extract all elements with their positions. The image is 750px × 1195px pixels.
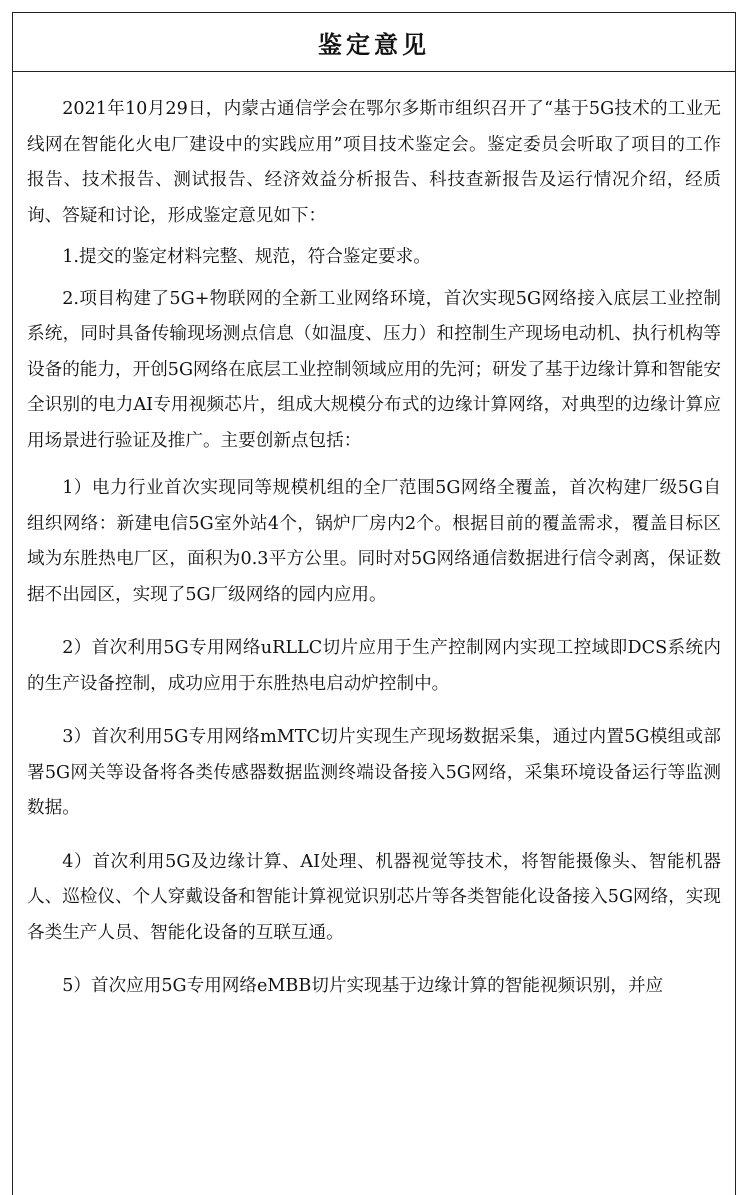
document-body — [13, 72, 735, 1005]
paragraph-intro: 2021年10月29日，内蒙古通信学会在鄂尔多斯市组织召开了“基于5G技术的工业无线网在智能化火电厂建设中的实践应用”项目技术鉴定会。鉴定委员会听取了项目的工作报告、技术报告、测试报告、经济效益分析报告、科技查新报告及运行情况介绍，经质询、答疑和讨论，形成鉴定意见如下： — [27, 99, 721, 226]
paragraph-subitem-4: 4）首次利用5G及边缘计算、AI处理、机器视觉等技术，将智能摄像头、智能机器人、巡检仪、个人穿戴设备和智能计算视觉识别芯片等各类智能化设备接入5G网络，实现各类生产人员、智能化设备的互联互通。 — [27, 851, 721, 943]
paragraph-item-2: 2.项目构建了5G+物联网的全新工业网络环境，首次实现5G网络接入底层工业控制系统，同时具备传输现场测点信息（如温度、压力）和控制生产现场电动机、执行机构等设备的能力，开创5G网络在底层工业控制领域应用的先河；研发了基于边缘计算和智能安全识别的电力AI专用视频芯片，组成大规模分布式的边缘计算网络，对典型的边缘计算应用场景进行验证及推广。主要创新点包括： — [27, 288, 721, 451]
document-page — [12, 12, 736, 1195]
paragraph-subitem-2: 2）首次利用5G专用网络uRLLC切片应用于生产控制网内实现工控域即DCS系统内的生产设备控制，成功应用于东胜热电启动炉控制中。 — [27, 638, 721, 694]
paragraph-subitem-3: 3）首次利用5G专用网络mMTC切片实现生产现场数据采集，通过内置5G模组或部署5G网关等设备将各类传感器数据监测终端设备接入5G网络，采集环境设备运行等监测数据。 — [27, 727, 721, 818]
paragraph-item-1: 1.提交的鉴定材料完整、规范，符合鉴定要求。 — [62, 247, 431, 267]
document-title: 鉴定意见 — [13, 13, 735, 72]
paragraph-subitem-5: 5）首次应用5G专用网络eMBB切片实现基于边缘计算的智能视频识别，并应 — [62, 976, 664, 996]
paragraph-subitem-1: 1）电力行业首次实现同等规模机组的全厂范围5G网络全覆盖，首次构建厂级5G自组织网络：新建电信5G室外站4个，锅炉厂房内2个。根据目前的覆盖需求，覆盖目标区域为东胜热电厂区，面积为0.3平方公里。同时对5G网络通信数据进行信令剥离，保证数据不出园区，实现了5G厂级网络的园内应用。 — [27, 478, 721, 605]
